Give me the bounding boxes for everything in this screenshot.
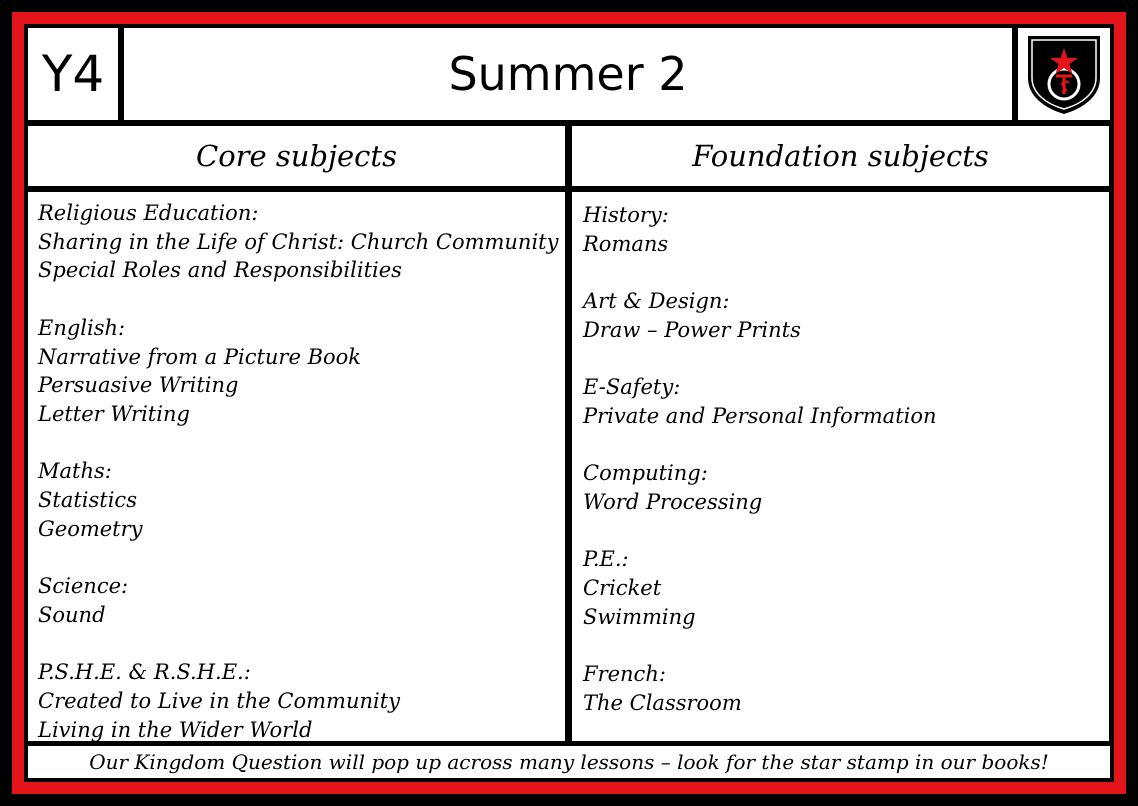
- subject-heading: English:: [38, 315, 126, 340]
- subject-topic: Geometry: [38, 516, 143, 541]
- subject-topic: Word Processing: [583, 489, 763, 514]
- core-subjects-list: [28, 192, 565, 741]
- subject-topic: The Classroom: [583, 690, 742, 715]
- subject-topic: Romans: [583, 231, 669, 256]
- subject-topic: Narrative from a Picture Book: [38, 344, 362, 369]
- subject-topic: Cricket: [583, 576, 662, 601]
- subject-heading: Religious Education:: [38, 201, 259, 225]
- foundation-subjects-title: Foundation subjects: [692, 139, 989, 173]
- subject-topic: Draw – Power Prints: [583, 317, 801, 342]
- subject-topic: Created to Live in the Community: [38, 688, 401, 713]
- logo-cell: [1018, 28, 1110, 120]
- subject-topic: Persuasive Writing: [38, 373, 239, 398]
- foundation-subjects-header: [572, 126, 1109, 186]
- subject-topic: Letter Writing: [38, 401, 190, 426]
- subject-topic: Private and Personal Information: [583, 403, 937, 428]
- subject-heading: Computing:: [583, 461, 708, 486]
- subject-heading: Maths:: [38, 459, 112, 484]
- subject-heading: E-Safety:: [583, 375, 681, 400]
- subject-topic: Swimming: [583, 604, 696, 629]
- curriculum-sheet: [24, 24, 1114, 782]
- subject-heading: French:: [583, 662, 666, 687]
- title-cell: [124, 28, 1012, 120]
- subject-heading: P.S.H.E. & R.S.H.E.:: [38, 660, 251, 685]
- subject-topic: Special Roles and Responsibilities: [38, 258, 402, 283]
- core-subjects-title: Core subjects: [196, 139, 397, 173]
- subject-heading: Art & Design:: [583, 289, 730, 314]
- subject-topic: Statistics: [38, 488, 137, 512]
- kingdom-question-note: Our Kingdom Question will pop up across many lessons – look for the star stamp in our books!: [89, 750, 1049, 774]
- footer-banner: [28, 746, 1110, 778]
- subject-topic: Living in the Wider World: [38, 717, 313, 742]
- page-title: Summer 2: [448, 47, 688, 101]
- year-label: Y4: [41, 45, 105, 103]
- school-crest-icon: [1022, 32, 1106, 116]
- subject-heading: P.E.:: [583, 547, 629, 572]
- subject-topic: Sound: [38, 602, 106, 627]
- core-subjects-header: [28, 126, 565, 186]
- subject-heading: Science:: [38, 574, 129, 599]
- subject-topic: Sharing in the Life of Christ: Church Community: [38, 229, 559, 254]
- foundation-subjects-list: [572, 192, 1109, 741]
- year-cell: [28, 28, 118, 120]
- subject-heading: History:: [583, 203, 669, 227]
